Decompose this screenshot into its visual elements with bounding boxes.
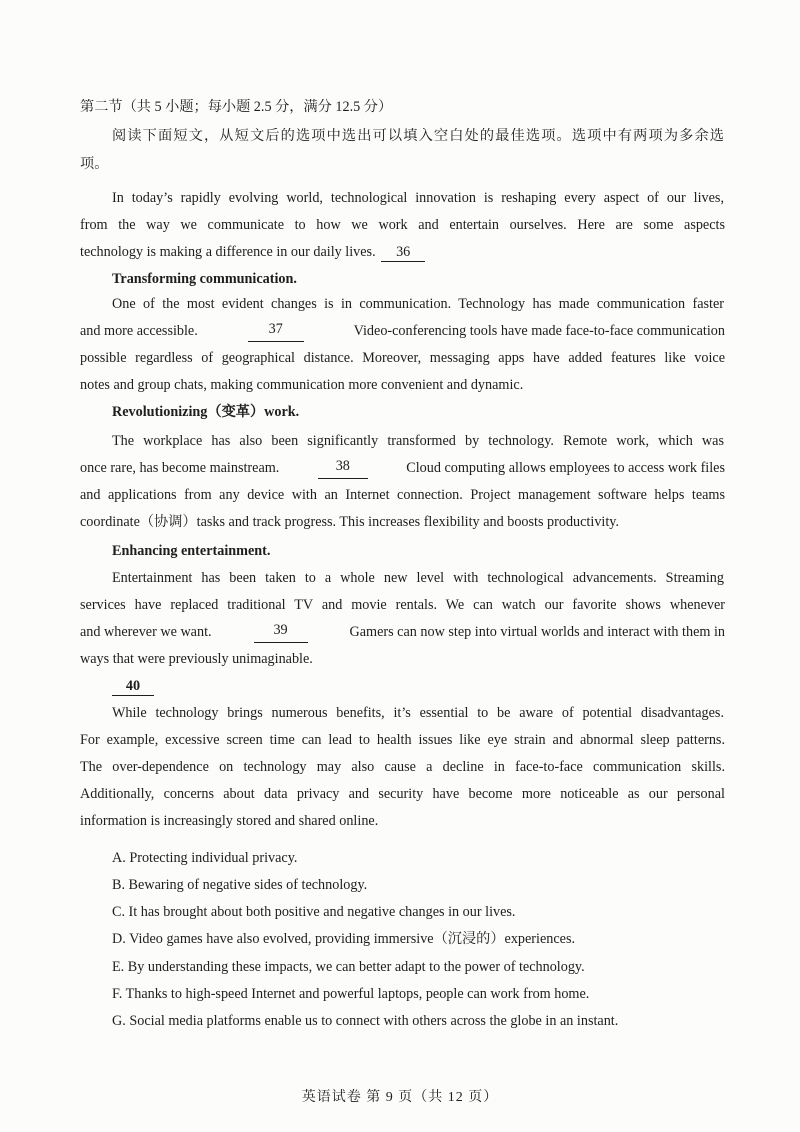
work-line-2-after: Cloud computing allows employees to access work files: [406, 460, 725, 476]
communication-line-2-after: Video-conferencing tools have made face-to-face communication: [353, 323, 725, 339]
work-line-2-before: once rare, has become mainstream.: [80, 460, 280, 476]
blank-36[interactable]: 36: [381, 243, 425, 262]
option-c[interactable]: C. It has brought about both positive and negative changes in our lives.: [112, 904, 516, 920]
section-title: 第二节（共 5 小题；每小题 2.5 分，满分 12.5 分）: [80, 99, 393, 115]
instructions-line-2: 项。: [80, 156, 109, 172]
option-e[interactable]: E. By understanding these impacts, we can better adapt to the power of technology.: [112, 959, 585, 975]
intro-line-2: from the way we communicate to how we work and entertain ourselves. Here are some aspects: [80, 217, 725, 233]
entertainment-line-3: [80, 621, 725, 643]
blank-39[interactable]: 39: [254, 621, 308, 643]
blank-40-line: [112, 675, 757, 697]
blank-37[interactable]: 37: [248, 320, 304, 342]
work-line-1: The workplace has also been significantly transformed by technology. Remote work, which was: [112, 433, 724, 449]
entertainment-line-2: services have replaced traditional TV and movie rentals. We can watch our favorite shows whenever: [80, 597, 725, 613]
entertainment-line-3-before: and wherever we want.: [80, 624, 212, 640]
page-footer: 英语试卷 第 9 页（共 12 页）: [301, 1090, 499, 1105]
option-f[interactable]: F. Thanks to high-speed Internet and powerful laptops, people can work from home.: [112, 986, 590, 1002]
heading-communication: Transforming communication.: [112, 271, 297, 287]
option-b[interactable]: B. Bewaring of negative sides of technology.: [112, 877, 368, 893]
final-line-5: information is increasingly stored and shared online.: [80, 813, 379, 829]
communication-line-3: possible regardless of geographical distance. Moreover, messaging apps have added features like voice: [80, 350, 725, 366]
final-line-4: Additionally, concerns about data privacy and security have become more noticeable as our personal: [80, 786, 725, 802]
intro-line-3: [80, 241, 725, 263]
final-line-2: For example, excessive screen time can lead to health issues like eye strain and abnormal sleep patterns.: [80, 732, 725, 748]
final-line-1: While technology brings numerous benefits, it’s essential to be aware of potential disadvantages.: [112, 705, 724, 721]
entertainment-line-4: ways that were previously unimaginable.: [80, 651, 313, 667]
communication-line-4: notes and group chats, making communication more convenient and dynamic.: [80, 377, 524, 393]
heading-work: Revolutionizing（变革）work.: [112, 404, 300, 420]
blank-38[interactable]: 38: [318, 457, 368, 479]
communication-line-1: One of the most evident changes is in communication. Technology has made communication faster: [112, 296, 724, 312]
option-d[interactable]: D. Video games have also evolved, providing immersive（沉浸的）experiences.: [112, 931, 576, 947]
work-line-2: [80, 457, 725, 479]
option-g[interactable]: G. Social media platforms enable us to connect with others across the globe in an instant.: [112, 1013, 619, 1029]
final-line-3: The over-dependence on technology may also cause a decline in face-to-face communication skills.: [80, 759, 725, 775]
instructions-line-1: 阅读下面短文，从短文后的选项中选出可以填入空白处的最佳选项。选项中有两项为多余选: [112, 128, 724, 144]
intro-line-3-text: technology is making a difference in our daily lives.: [80, 244, 376, 260]
entertainment-line-3-after: Gamers can now step into virtual worlds and interact with them in: [349, 624, 725, 640]
intro-line-1: In today’s rapidly evolving world, technological innovation is reshaping every aspect of our lives,: [112, 190, 724, 206]
communication-line-2-before: and more accessible.: [80, 323, 198, 339]
option-a[interactable]: A. Protecting individual privacy.: [112, 850, 298, 866]
communication-line-2: [80, 320, 725, 342]
work-line-3: and applications from any device with an Internet connection. Project management software helps teams: [80, 487, 725, 503]
heading-entertainment: Enhancing entertainment.: [112, 543, 271, 559]
blank-40[interactable]: 40: [112, 677, 154, 696]
work-line-4: coordinate（协调）tasks and track progress. This increases flexibility and boosts productivity.: [80, 514, 620, 530]
entertainment-line-1: Entertainment has been taken to a whole new level with technological advancements. Streaming: [112, 570, 724, 586]
